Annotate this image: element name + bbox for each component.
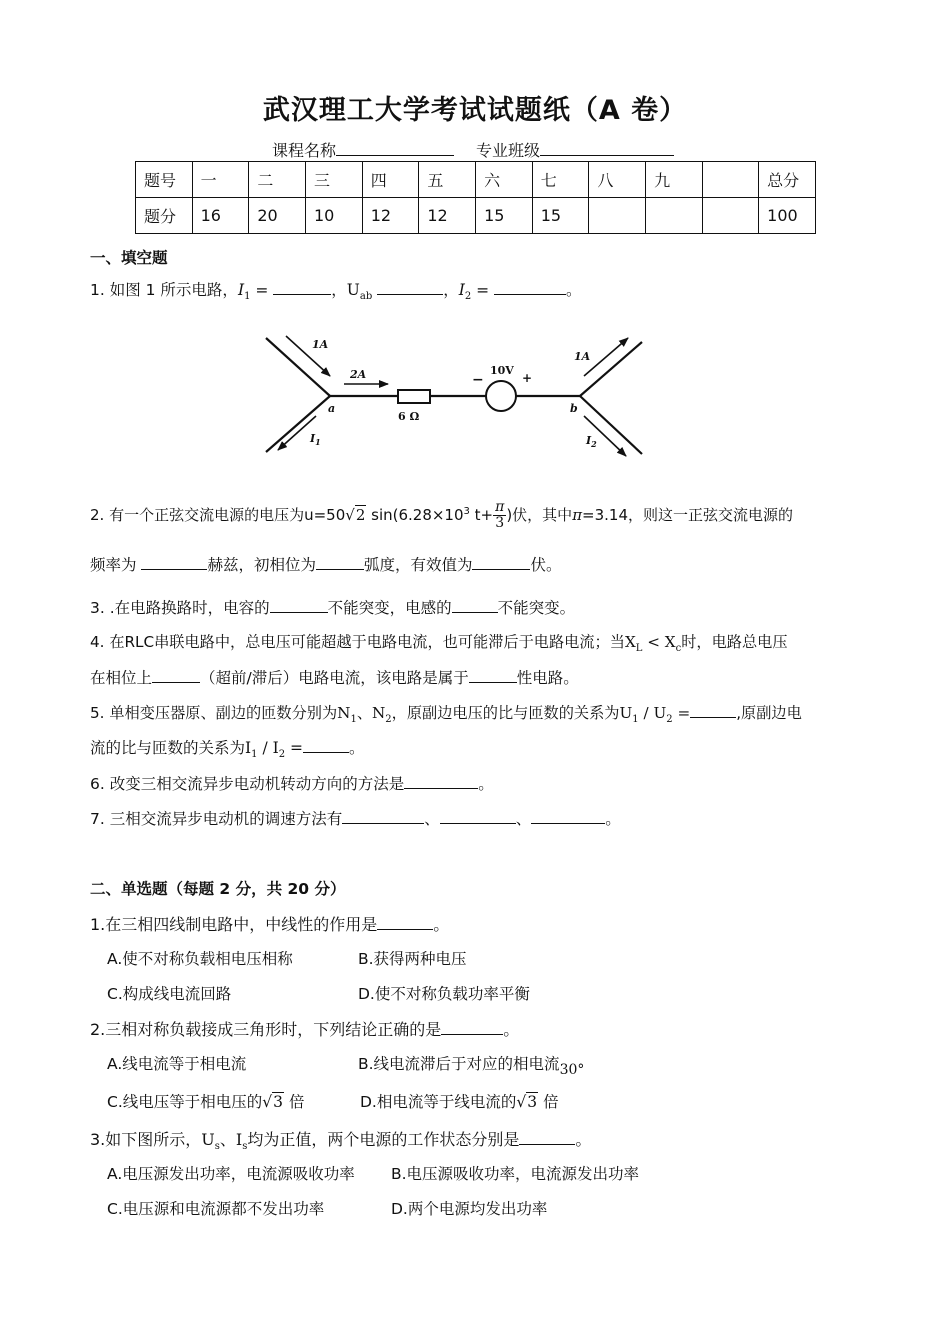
question-2-1 (90, 912, 449, 935)
question-1-2-line-2 (90, 553, 562, 575)
option-d[interactable]: D.两个电源均发出功率 (391, 1200, 548, 1218)
answer-blank[interactable] (469, 666, 517, 683)
question-1-3 (90, 596, 575, 618)
voltage-symbol: U (346, 281, 360, 299)
question-text: 赫兹，初相位为 (207, 556, 316, 574)
question-text: 2. 有一个正弦交流电源的电压为u=50 (90, 506, 346, 524)
question-text: 均为正值，两个电源的工作状态分别是 (247, 1130, 520, 1149)
question-text: )伏，其中 (506, 506, 573, 524)
section-1-title: 一、填空题 (90, 249, 168, 267)
question-text: 4. 在RLC串联电路中，总电压可能超越于电路电流，也可能滞后于电路电流；当 (90, 633, 625, 651)
question-text: 。 (433, 915, 450, 934)
question-1-2-line-1 (90, 500, 793, 531)
subscript: 2 (666, 714, 673, 726)
question-text: 。 (605, 810, 621, 828)
denominator: 3 (495, 515, 505, 531)
answer-blank[interactable] (404, 772, 478, 789)
slash: / (257, 739, 273, 757)
current-symbol: I (458, 281, 465, 299)
question-text: 。 (575, 1130, 592, 1149)
current-label: $I_2$ (586, 434, 597, 449)
pi-symbol: π (572, 506, 583, 524)
current-symbol: I (235, 1130, 243, 1149)
answer-blank[interactable] (342, 807, 424, 824)
class-blank[interactable] (540, 139, 674, 156)
answer-blank[interactable] (440, 807, 516, 824)
subscript: 1 (350, 714, 357, 726)
subscript: 1 (244, 291, 251, 303)
question-2-2 (90, 1017, 519, 1040)
class-label: 专业班级 (476, 141, 541, 160)
subscript: ab (359, 291, 373, 303)
table-cell: 总分 (759, 162, 816, 198)
table-cell (589, 198, 646, 234)
score-table (135, 161, 816, 234)
table-row (136, 162, 816, 198)
subscript: c (675, 643, 682, 655)
table-cell: 100 (759, 198, 816, 234)
separator: 、 (424, 810, 440, 828)
sqrt-symbol: √3 (516, 1093, 538, 1111)
table-cell (702, 198, 758, 234)
course-name-field (272, 138, 454, 161)
numerator: π (495, 499, 505, 515)
reactance-symbol: X (624, 633, 636, 651)
table-cell: 题号 (136, 162, 193, 198)
answer-blank[interactable] (316, 553, 364, 570)
question-text: 3.如下图所示， (90, 1130, 202, 1149)
table-cell: 二 (249, 162, 306, 198)
question-text: 弧度，有效值为 (363, 556, 473, 574)
sqrt-symbol: √3 (262, 1093, 284, 1111)
resistor-label: 6 Ω (398, 410, 420, 423)
current-label: 1A (312, 338, 329, 351)
option-a[interactable]: A.电压源发出功率，电流源吸收功率 (107, 1165, 355, 1183)
table-cell: 五 (419, 162, 476, 198)
turns-symbol: N (337, 704, 351, 722)
plus-sign: + (522, 371, 533, 385)
superscript: 3 (463, 506, 470, 517)
question-text: 1.在三相四线制电路中，中线性的作用是 (90, 915, 378, 934)
table-cell: 一 (192, 162, 249, 198)
fraction (493, 500, 506, 531)
option-a[interactable]: A.使不对称负载相电压相称 (107, 950, 293, 968)
equals: = (250, 281, 274, 299)
option-b[interactable] (358, 1052, 585, 1078)
reactance-symbol: X (664, 633, 676, 651)
subscript: s (214, 1141, 220, 1153)
answer-blank[interactable] (303, 736, 349, 753)
section-2-title: 二、单选题（每题 2 分，共 20 分） (90, 880, 346, 898)
answer-blank[interactable] (690, 701, 736, 718)
angle-value: 30° (559, 1062, 585, 1078)
course-name-label: 课程名称 (272, 141, 337, 160)
question-text: （超前/滞后）电路电流，该电路是属于 (200, 669, 469, 687)
question-text: 频率为 (90, 556, 137, 574)
circuit-diagram (258, 330, 658, 465)
option-c[interactable]: C.构成线电流回路 (107, 985, 232, 1003)
subscript: 2 (385, 714, 392, 726)
option-text: D.相电流等于线电流的 (360, 1093, 517, 1111)
question-text: 流的比与匝数的关系为 (90, 739, 246, 757)
option-d[interactable]: D.使不对称负载功率平衡 (358, 985, 530, 1003)
current-label: 2A (350, 368, 367, 381)
current-symbol: I (245, 739, 252, 757)
question-text: 2.三相对称负载接成三角形时，下列结论正确的是 (90, 1020, 442, 1039)
question-text: t+ (469, 506, 494, 524)
table-cell: 九 (646, 162, 703, 198)
answer-blank[interactable] (519, 1128, 575, 1145)
option-d[interactable] (360, 1090, 559, 1112)
separator: ， (443, 281, 459, 299)
table-cell: 10 (306, 198, 363, 234)
question-text: 5. 单相变压器原、副边的匝数分别为 (90, 704, 338, 722)
table-cell: 12 (419, 198, 476, 234)
table-cell: 题分 (136, 198, 193, 234)
equals: = (672, 704, 691, 722)
question-text: 7. 三相交流异步电动机的调速方法有 (90, 810, 343, 828)
question-text: 在相位上 (90, 669, 153, 687)
question-1-5-line-1 (90, 701, 802, 725)
table-cell: 七 (532, 162, 589, 198)
option-b[interactable]: B.电压源吸收功率，电流源发出功率 (391, 1165, 640, 1183)
option-text: 倍 (288, 1093, 305, 1111)
table-cell: 16 (192, 198, 249, 234)
answer-blank[interactable] (141, 553, 207, 570)
separator: 、 (515, 810, 532, 828)
subscript: 1 (251, 749, 258, 761)
answer-blank[interactable] (531, 807, 605, 824)
question-1-1 (90, 278, 582, 302)
sqrt-radicand: 3 (527, 1093, 538, 1111)
current-label: $I_1$ (310, 432, 321, 447)
sqrt-symbol: √2 (345, 506, 366, 524)
option-text: B.线电流滞后于对应的相电流 (358, 1055, 560, 1073)
question-text: ，原副边电压的比与匝数的关系为 (391, 704, 620, 722)
turns-symbol: N (372, 704, 386, 722)
table-row (136, 198, 816, 234)
slash: / (638, 704, 654, 722)
separator: ， (331, 281, 347, 299)
sqrt-radicand: 3 (273, 1093, 284, 1111)
separator: 、 (356, 704, 372, 722)
table-cell: 15 (476, 198, 533, 234)
voltage-source-symbol (486, 381, 516, 411)
exam-title: 武汉理工大学考试试题纸（A 卷） (262, 95, 688, 126)
option-c[interactable]: C.电压源和电流源都不发出功率 (107, 1200, 325, 1218)
table-cell: 六 (476, 162, 533, 198)
voltage-symbol: U (619, 704, 633, 722)
answer-blank[interactable] (377, 913, 433, 930)
table-cell: 四 (362, 162, 419, 198)
question-end: 。 (566, 281, 582, 299)
question-text: 性电路。 (516, 669, 579, 687)
question-1-4-line-2 (90, 666, 579, 688)
question-text: =3.14，则这一正弦交流电源的 (582, 506, 794, 524)
table-cell: 12 (362, 198, 419, 234)
question-1-5-line-2 (90, 736, 365, 760)
answer-blank[interactable] (270, 596, 328, 613)
answer-blank[interactable] (377, 278, 443, 295)
question-text: 伏。 (530, 556, 562, 574)
question-2-3 (90, 1127, 591, 1152)
option-text: C.线电压等于相电压的 (107, 1093, 263, 1111)
current-symbol: I (237, 281, 245, 299)
table-cell: 20 (249, 198, 306, 234)
minus-sign: − (472, 372, 484, 388)
answer-blank[interactable] (273, 278, 331, 295)
table-cell: 15 (532, 198, 589, 234)
answer-blank[interactable] (494, 278, 566, 295)
question-text: 不能突变，电感的 (327, 599, 452, 617)
answer-blank[interactable] (441, 1018, 503, 1035)
subscript: s (242, 1141, 248, 1153)
subscript: L (635, 643, 643, 655)
question-text: 时，电路总电压 (681, 633, 788, 651)
source-label: 10V (490, 364, 514, 377)
question-1-6 (90, 772, 494, 794)
node-label-a: a (328, 402, 336, 415)
question-1-4-line-1 (90, 631, 788, 654)
voltage-symbol: U (653, 704, 667, 722)
table-cell: 三 (306, 162, 363, 198)
answer-blank[interactable] (472, 553, 530, 570)
question-text: 3. .在电路换路时，电容的 (90, 599, 270, 617)
question-text: ,原副边电 (736, 704, 802, 722)
subscript: 2 (278, 749, 286, 761)
question-1-7 (90, 807, 621, 829)
question-text: sin(6.28×10 (366, 506, 464, 524)
node-label-b: b (570, 402, 578, 415)
question-text: 。 (349, 739, 365, 757)
equals: = (471, 281, 495, 299)
subscript: 2 (464, 291, 472, 303)
option-b[interactable]: B.获得两种电压 (358, 950, 467, 968)
sqrt-radicand: 2 (355, 506, 366, 524)
option-a[interactable]: A.线电流等于相电流 (107, 1055, 247, 1073)
question-text: 1. 如图 1 所示电路， (90, 281, 238, 299)
equals: = (285, 739, 304, 757)
table-cell (646, 198, 703, 234)
separator: 、 (219, 1130, 236, 1149)
table-cell (702, 162, 758, 198)
arrow-icon (584, 338, 628, 376)
option-c[interactable] (107, 1090, 304, 1112)
less-than: < (642, 633, 665, 651)
option-text: 倍 (543, 1093, 559, 1111)
class-field (476, 138, 674, 161)
subscript: 1 (632, 714, 639, 726)
resistor-symbol (398, 390, 430, 403)
question-text: 不能突变。 (497, 599, 576, 617)
table-cell: 八 (589, 162, 646, 198)
question-text: 6. 改变三相交流异步电动机转动方向的方法是 (90, 775, 405, 793)
question-text: 。 (478, 775, 494, 793)
course-name-blank[interactable] (336, 139, 454, 156)
voltage-symbol: U (201, 1130, 215, 1149)
current-symbol: I (272, 739, 279, 757)
question-text: 。 (503, 1020, 520, 1039)
answer-blank[interactable] (452, 596, 498, 613)
current-label: 1A (574, 350, 591, 363)
answer-blank[interactable] (152, 666, 200, 683)
